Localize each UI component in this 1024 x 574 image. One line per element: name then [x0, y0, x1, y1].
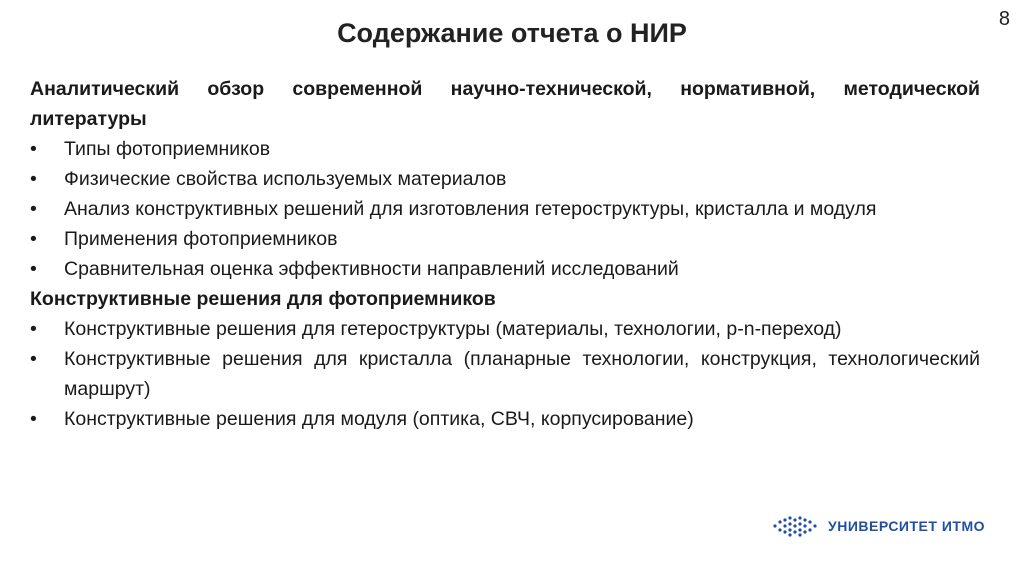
- list-item: • Конструктивные решения для модуля (оптика, СВЧ, корпусирование): [30, 404, 980, 434]
- bullet-list-literature-review: [30, 134, 980, 284]
- section-heading-literature-review: Аналитический обзор современной научно-технической, нормативной, методической литературы: [30, 78, 980, 130]
- list-item: • Конструктивные решения для гетероструктуры (материалы, технологии, p-n-переход): [30, 314, 980, 344]
- section-heading-design-solutions: Конструктивные решения для фотоприемников: [30, 288, 496, 310]
- page-number: 8: [998, 8, 1010, 30]
- slide-content: [30, 74, 980, 434]
- list-item: • Типы фотоприемников: [30, 134, 980, 164]
- bullet-list-design-solutions: [30, 314, 980, 434]
- list-item: • Физические свойства используемых материалов: [30, 164, 980, 194]
- list-item: • Конструктивные решения для кристалла (планарные технологии, конструкция, технологический маршрут): [30, 344, 980, 404]
- list-item: • Применения фотоприемников: [30, 224, 980, 254]
- list-item: • Анализ конструктивных решений для изготовления гетероструктуры, кристалла и модуля: [30, 194, 980, 224]
- itmo-dots-icon: [772, 514, 820, 538]
- logo-text: УНИВЕРСИТЕТ ИТМО: [828, 518, 985, 534]
- list-item: • Сравнительная оценка эффективности направлений исследований: [30, 254, 980, 284]
- itmo-logo: [772, 514, 985, 538]
- slide-title: Содержание отчета о НИР: [337, 18, 687, 48]
